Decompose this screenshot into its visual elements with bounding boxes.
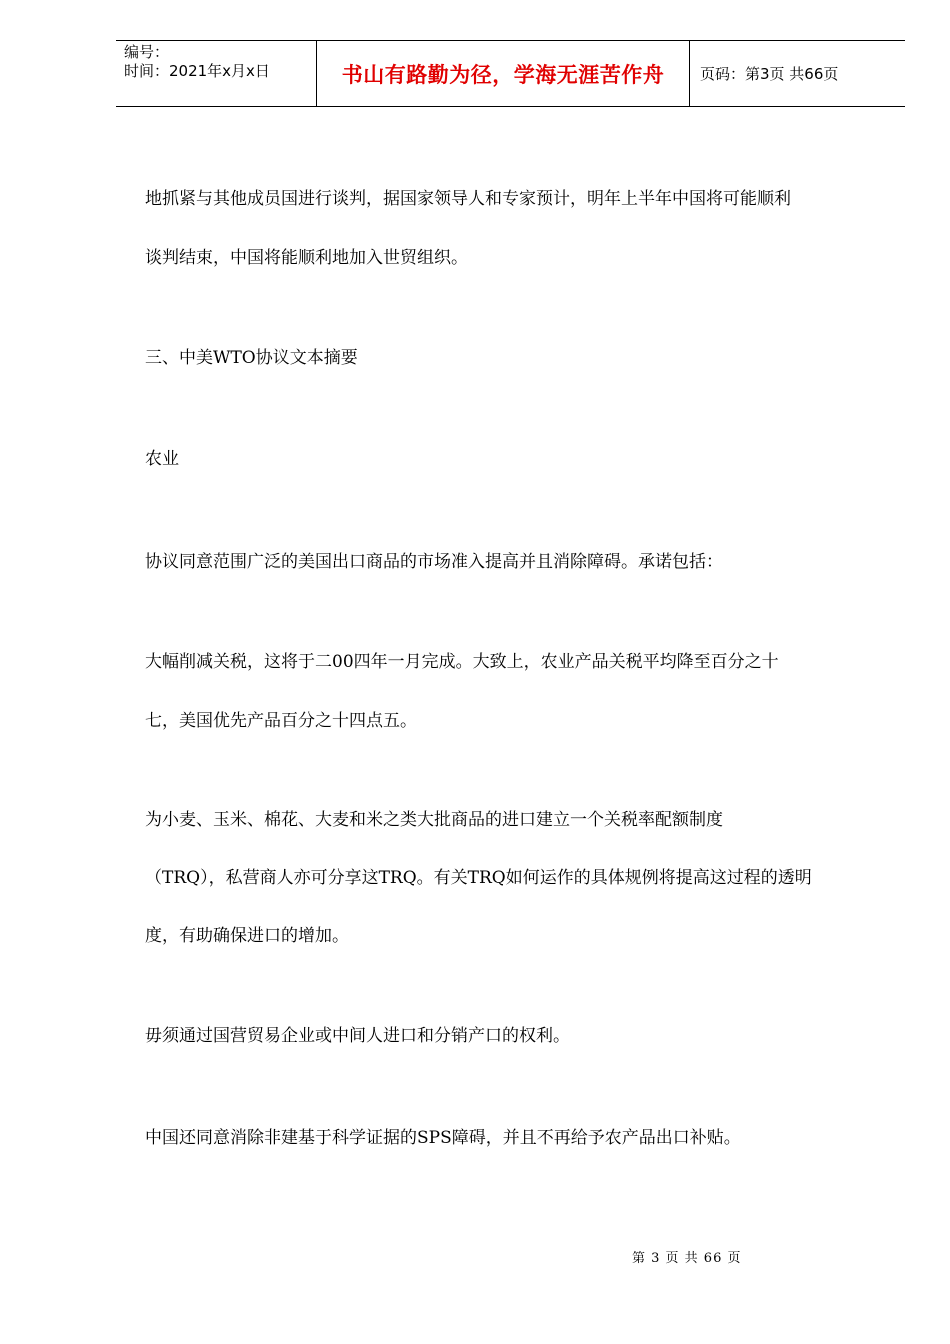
body-line: 协议同意范围广泛的美国出口商品的市场准入提高并且消除障碍。承诺包括： xyxy=(145,552,723,572)
body-line: 度，有助确保进口的增加。 xyxy=(145,926,349,946)
body-line: 大幅削减关税，这将于二00四年一月完成。大致上，农业产品关税平均降至百分之十 xyxy=(145,652,779,672)
page-footer: 第 3 页 共 66 页 xyxy=(632,1251,742,1266)
header-page-info: 页码：第3页 共66页 xyxy=(700,65,839,83)
body-line: （TRQ），私营商人亦可分享这TRQ。有关TRQ如何运作的具体规例将提高这过程的透明 xyxy=(145,868,812,888)
section-heading: 三、中美WTO协议文本摘要 xyxy=(145,348,358,368)
body-line: 中国还同意消除非建基于科学证据的SPS障碍，并且不再给予农产品出口补贴。 xyxy=(145,1128,741,1148)
header-meta xyxy=(116,41,316,106)
subsection-heading: 农业 xyxy=(145,449,179,469)
body-line: 为小麦、玉米、棉花、大麦和米之类大批商品的进口建立一个关税率配额制度 xyxy=(145,810,723,830)
document-time-label: 时间：2021年x月x日 xyxy=(124,62,270,80)
body-line: 地抓紧与其他成员国进行谈判，据国家领导人和专家预计，明年上半年中国将可能顺利 xyxy=(145,189,791,209)
page-header xyxy=(116,40,905,107)
body-line: 毋须通过国营贸易企业或中间人进口和分销产口的权利。 xyxy=(145,1026,570,1046)
body-line: 七，美国优先产品百分之十四点五。 xyxy=(145,711,417,731)
document-number-label: 编号： xyxy=(124,43,170,61)
header-motto: 书山有路勤为径，学海无涯苦作舟 xyxy=(341,62,665,87)
body-line: 谈判结束，中国将能顺利地加入世贸组织。 xyxy=(145,248,468,268)
